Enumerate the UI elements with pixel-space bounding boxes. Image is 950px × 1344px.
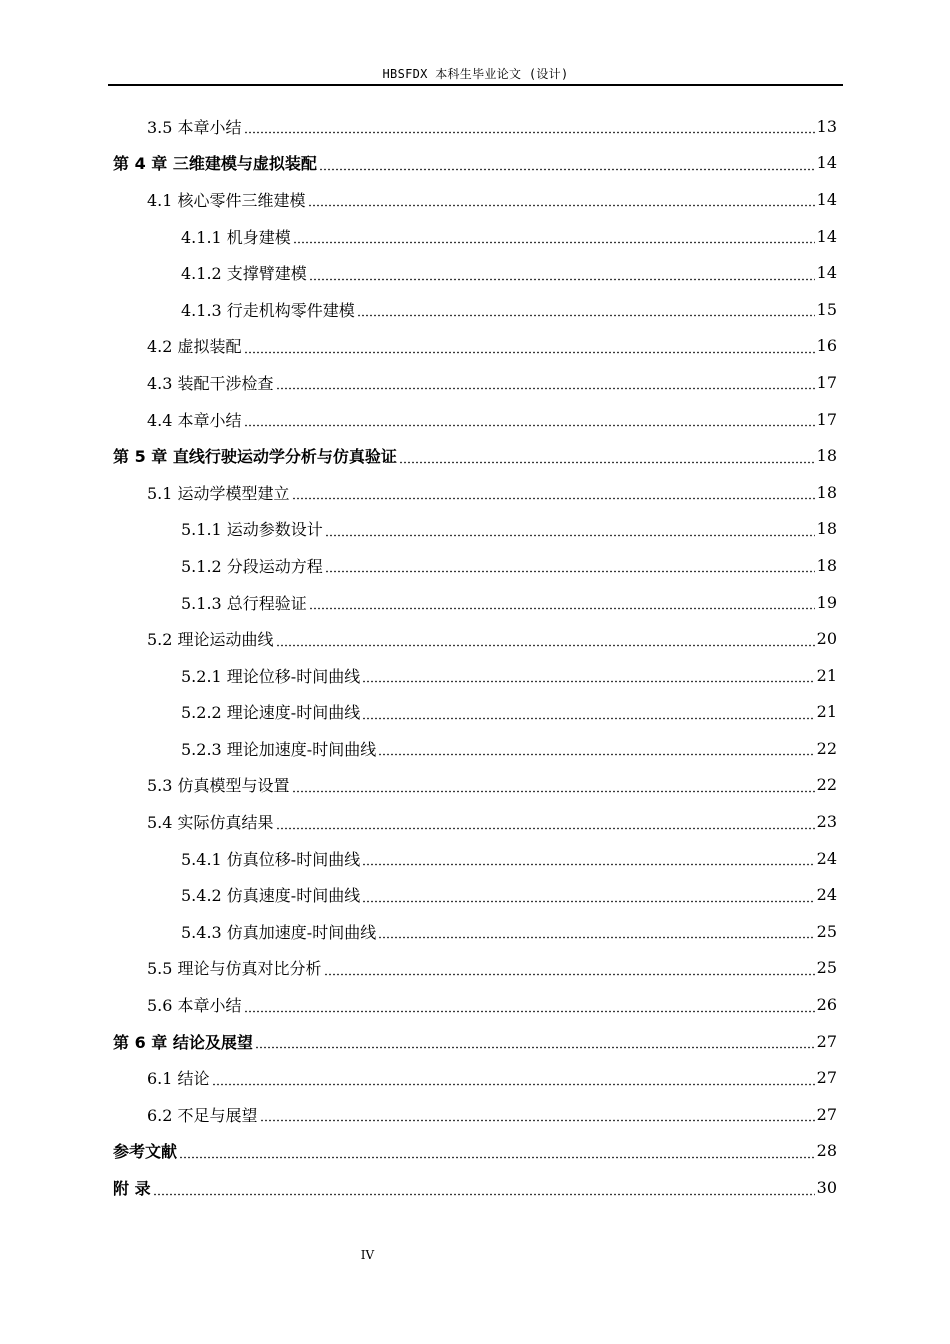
toc-entry-page: 14 (816, 263, 837, 283)
toc-entry-link[interactable] (181, 694, 837, 731)
toc-entry-page: 21 (816, 702, 837, 722)
toc-entry-title: 第 5 章 直线行驶运动学分析与仿真验证 (113, 447, 397, 467)
toc-row (0, 1096, 950, 1133)
toc-entry-title: 4.1.2 支撑臂建模 (181, 264, 307, 284)
toc-entry-page: 27 (816, 1104, 837, 1124)
toc-entry-title: 5.2 理论运动曲线 (147, 630, 274, 650)
toc-entry-page: 30 (816, 1178, 837, 1198)
toc-dot-leader (179, 1143, 815, 1159)
toc-entry-page: 25 (816, 921, 837, 941)
toc-entry-page: 17 (816, 372, 837, 392)
toc-dot-leader (362, 667, 814, 683)
toc-row (0, 547, 950, 584)
toc-entry-page: 26 (816, 995, 837, 1015)
toc-row (0, 730, 950, 767)
toc-dot-leader (325, 521, 815, 537)
toc-entry-title: 4.3 装配干涉检查 (147, 373, 274, 393)
toc-entry-title: 第 6 章 结论及展望 (113, 1032, 253, 1052)
toc-row (0, 1023, 950, 1060)
toc-entry-link[interactable] (181, 876, 837, 913)
toc-dot-leader (399, 448, 815, 464)
toc-dot-leader (319, 155, 815, 171)
toc-entry-page: 19 (816, 592, 837, 612)
toc-entry-link[interactable] (113, 1133, 837, 1170)
toc-entry-page: 18 (816, 446, 837, 466)
toc-entry-link[interactable] (181, 584, 837, 621)
toc-dot-leader (362, 850, 814, 866)
toc-row (0, 218, 950, 255)
toc-entry-title: 5.3 仿真模型与设置 (147, 776, 290, 796)
toc-entry-title: 5.1.3 总行程验证 (181, 593, 307, 613)
toc-entry-title: 5.2.2 理论速度-时间曲线 (181, 703, 361, 723)
toc-entry-page: 18 (816, 482, 837, 502)
toc-entry-title: 5.4.3 仿真加速度-时间曲线 (181, 922, 377, 942)
toc-entry-link[interactable] (113, 1169, 837, 1206)
toc-dot-leader (378, 923, 814, 939)
toc-row (0, 437, 950, 474)
toc-entry-link[interactable] (181, 511, 837, 548)
toc-entry-link[interactable] (147, 950, 837, 987)
toc-dot-leader (308, 191, 815, 207)
toc-entry-title: 5.1.2 分段运动方程 (181, 556, 323, 576)
toc-entry-page: 17 (816, 409, 837, 429)
toc-row (0, 364, 950, 401)
toc-dot-leader (324, 960, 815, 976)
toc-dot-leader (292, 777, 815, 793)
toc-dot-leader (325, 557, 815, 573)
toc-entry-title: 5.5 理论与仿真对比分析 (147, 959, 322, 979)
toc-entry-title: 6.1 结论 (147, 1069, 210, 1089)
toc-entry-link[interactable] (181, 547, 837, 584)
toc-entry-link[interactable] (147, 986, 837, 1023)
toc-entry-link[interactable] (113, 437, 837, 474)
toc-entry-page: 28 (816, 1141, 837, 1161)
toc-entry-link[interactable] (181, 840, 837, 877)
toc-dot-leader (244, 338, 815, 354)
toc-row (0, 1169, 950, 1206)
toc-entry-title: 附 录 (113, 1179, 151, 1199)
toc-entry-link[interactable] (147, 1096, 837, 1133)
toc-dot-leader (292, 484, 815, 500)
toc-entry-link[interactable] (147, 1059, 837, 1096)
toc-dot-leader (260, 1106, 815, 1122)
toc-row (0, 474, 950, 511)
toc-dot-leader (244, 997, 815, 1013)
toc-row (0, 1133, 950, 1170)
toc-entry-page: 16 (816, 336, 837, 356)
toc-dot-leader (378, 740, 814, 756)
toc-dot-leader (276, 631, 815, 647)
toc-row (0, 840, 950, 877)
toc-dot-leader (293, 228, 815, 244)
toc-row (0, 767, 950, 804)
toc-entry-title: 3.5 本章小结 (147, 117, 242, 137)
toc-entry-link[interactable] (147, 328, 837, 365)
toc-dot-leader (153, 1180, 815, 1196)
toc-entry-title: 5.4.2 仿真速度-时间曲线 (181, 886, 361, 906)
toc-entry-link[interactable] (181, 657, 837, 694)
toc-entry-page: 27 (816, 1068, 837, 1088)
toc-entry-page: 27 (816, 1031, 837, 1051)
toc-entry-link[interactable] (181, 218, 837, 255)
toc-row (0, 694, 950, 731)
toc-entry-link[interactable] (147, 474, 837, 511)
toc-entry-title: 5.4.1 仿真位移-时间曲线 (181, 849, 361, 869)
toc-entry-link[interactable] (181, 254, 837, 291)
toc-entry-title: 4.1.1 机身建模 (181, 227, 291, 247)
toc-dot-leader (244, 118, 815, 134)
toc-dot-leader (255, 1033, 815, 1049)
toc-entry-link[interactable] (181, 291, 837, 328)
toc-entry-title: 5.1 运动学模型建立 (147, 483, 290, 503)
toc-entry-link[interactable] (181, 730, 837, 767)
toc-entry-link[interactable] (147, 364, 837, 401)
toc-entry-page: 18 (816, 519, 837, 539)
toc-entry-link[interactable] (147, 803, 837, 840)
toc-dot-leader (309, 594, 815, 610)
toc-row (0, 181, 950, 218)
toc-entry-title: 5.2.3 理论加速度-时间曲线 (181, 739, 377, 759)
toc-row (0, 254, 950, 291)
toc-entry-page: 18 (816, 555, 837, 575)
toc-entry-page: 21 (816, 665, 837, 685)
toc-row (0, 145, 950, 182)
toc-entry-page: 15 (816, 299, 837, 319)
toc-entry-title: 5.2.1 理论位移-时间曲线 (181, 666, 361, 686)
toc-entry-page: 23 (816, 812, 837, 832)
toc-row (0, 620, 950, 657)
toc-entry-title: 5.1.1 运动参数设计 (181, 520, 323, 540)
toc-entry-page: 24 (816, 885, 837, 905)
toc-entry-page: 14 (816, 226, 837, 246)
toc-row (0, 803, 950, 840)
toc-entry-title: 4.2 虚拟装配 (147, 337, 242, 357)
toc-entry-title: 5.4 实际仿真结果 (147, 813, 274, 833)
toc-entry-page: 25 (816, 958, 837, 978)
toc-entry-page: 20 (816, 629, 837, 649)
toc-dot-leader (276, 814, 815, 830)
toc-entry-title: 4.4 本章小结 (147, 410, 242, 430)
toc-row (0, 584, 950, 621)
toc-entry-link[interactable] (113, 1023, 837, 1060)
toc-dot-leader (362, 704, 814, 720)
toc-dot-leader (357, 301, 815, 317)
toc-dot-leader (309, 265, 815, 281)
toc-entry-title: 第 4 章 三维建模与虚拟装配 (113, 154, 317, 174)
toc-row (0, 328, 950, 365)
toc-row (0, 291, 950, 328)
toc-entry-link[interactable] (147, 401, 837, 438)
toc-entry-link[interactable] (147, 767, 837, 804)
toc-entry-title: 参考文献 (113, 1142, 178, 1162)
toc-row (0, 986, 950, 1023)
toc-dot-leader (362, 887, 814, 903)
toc-entry-title: 4.1 核心零件三维建模 (147, 190, 306, 210)
toc-row (0, 950, 950, 987)
toc-entry-page: 14 (816, 189, 837, 209)
page-header: HBSFDX 本科生毕业论文 (设计) (382, 67, 569, 81)
page-number: IV (360, 1248, 375, 1262)
toc-entry-page: 22 (816, 775, 837, 795)
toc-dot-leader (212, 1070, 815, 1086)
table-of-contents (0, 108, 950, 1206)
toc-entry-title: 6.2 不足与展望 (147, 1105, 258, 1125)
toc-entry-title: 5.6 本章小结 (147, 996, 242, 1016)
toc-row (0, 913, 950, 950)
toc-row (0, 657, 950, 694)
toc-entry-page: 14 (816, 153, 837, 173)
toc-row (0, 108, 950, 145)
toc-entry-link[interactable] (181, 913, 837, 950)
toc-row (0, 401, 950, 438)
header-rule (108, 84, 843, 86)
toc-entry-link[interactable] (113, 145, 837, 182)
toc-entry-title: 4.1.3 行走机构零件建模 (181, 300, 355, 320)
toc-entry-page: 13 (816, 116, 837, 136)
toc-dot-leader (244, 411, 815, 427)
toc-entry-page: 22 (816, 738, 837, 758)
toc-row (0, 876, 950, 913)
toc-entry-page: 24 (816, 848, 837, 868)
toc-entry-link[interactable] (147, 620, 837, 657)
toc-entry-link[interactable] (147, 181, 837, 218)
toc-row (0, 1059, 950, 1096)
toc-row (0, 511, 950, 548)
toc-dot-leader (276, 374, 815, 390)
toc-entry-link[interactable] (147, 108, 837, 145)
